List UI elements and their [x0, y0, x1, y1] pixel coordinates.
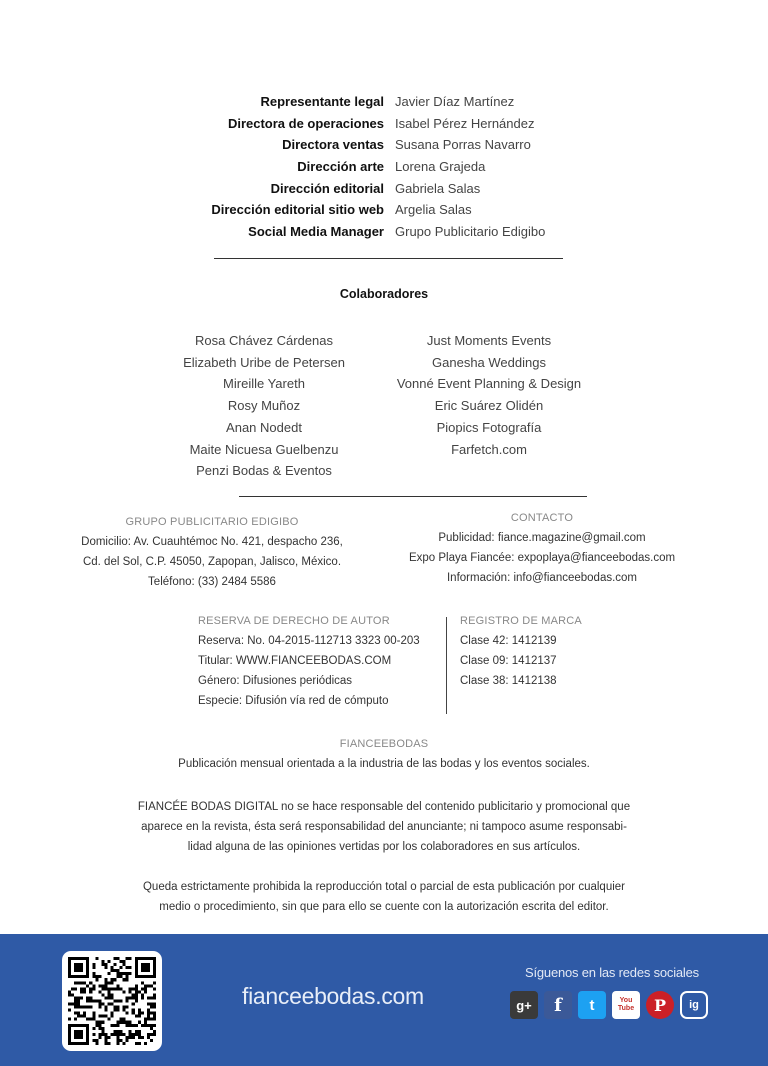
- colaborador-name: Maite Nicuesa Guelbenzu: [189, 441, 339, 457]
- staff-row: [0, 156, 768, 178]
- grupo-address-line-2: Cd. del Sol, C.P. 45050, Zapopan, Jalisco, México.: [82, 556, 342, 568]
- contacto-publicidad: Publicidad: fiance.magazine@gmail.com: [438, 532, 646, 544]
- website-link[interactable]: fianceebodas.com: [242, 983, 424, 1009]
- divider-middle: [239, 496, 587, 497]
- staff-role: Dirección arte: [297, 159, 384, 175]
- staff-row: [0, 221, 768, 243]
- staff-role: Directora ventas: [282, 137, 384, 153]
- staff-row: [0, 91, 768, 113]
- contacto-title: CONTACTO: [510, 512, 574, 524]
- prohibition-line-1: Queda estrictamente prohibida la reproducción total o parcial de esta publicación por cualquier: [142, 881, 625, 893]
- colaborador-name: Just Moments Events: [426, 333, 552, 348]
- contacto-informacion: Información: info@fianceebodas.com: [446, 572, 638, 584]
- fianceebodas-title: FIANCEEBODAS: [339, 738, 429, 750]
- facebook-icon[interactable]: f: [544, 991, 572, 1019]
- grupo-address-line-1: Domicilio: Av. Cuauhtémoc No. 421, despacho 236,: [81, 536, 343, 548]
- colaboradores-title: Colaboradores: [339, 287, 429, 301]
- qr-code[interactable]: [62, 951, 162, 1051]
- registro-clase-09: Clase 09: 1412137: [460, 655, 557, 667]
- prohibition-paragraph: [0, 877, 768, 917]
- instagram-icon[interactable]: ig: [680, 991, 708, 1019]
- colaboradores-left-column: [164, 330, 364, 482]
- colaborador-name: Mireille Yareth: [223, 376, 305, 392]
- colaborador-name: Anan Nodedt: [226, 419, 302, 435]
- staff-row: [0, 113, 768, 135]
- colaborador-name: Eric Suárez Olidén: [434, 398, 544, 414]
- reserva-block: [198, 611, 420, 711]
- grupo-phone: Teléfono: (33) 2484 5586: [148, 576, 276, 588]
- colaboradores-right-column: [379, 330, 599, 460]
- twitter-icon[interactable]: t: [578, 991, 606, 1019]
- staff-row: [0, 199, 768, 221]
- fianceebodas-description: Publicación mensual orientada a la industria de las bodas y los eventos sociales.: [178, 758, 590, 770]
- reserva-titular: Titular: WWW.FIANCEEBODAS.COM: [198, 655, 392, 667]
- google-plus-icon[interactable]: g+: [510, 991, 538, 1019]
- staff-role: Social Media Manager: [248, 224, 384, 240]
- colaborador-name: Rosy Muñoz: [227, 398, 301, 414]
- qr-code-icon: [68, 957, 156, 1045]
- staff-name: Gabriela Salas: [395, 180, 481, 196]
- colaborador-name: Piopics Fotografía: [436, 419, 542, 435]
- staff-name: Lorena Grajeda: [395, 159, 486, 175]
- prohibition-line-2: medio o procedimiento, sin que para ello se cuente con la autorización escrita del editor.: [159, 901, 609, 913]
- staff-name: Grupo Publicitario Edigibo: [395, 224, 546, 240]
- registro-block: [460, 611, 582, 691]
- contacto-expo-playa: Expo Playa Fiancée: expoplaya@fianceebodas.com: [408, 552, 676, 564]
- reserva-title: RESERVA DE DERECHO DE AUTOR: [198, 615, 390, 627]
- colaborador-name: Vonné Event Planning & Design: [396, 376, 582, 392]
- staff-role: Dirección editorial: [270, 180, 384, 196]
- staff-credits: [0, 91, 768, 243]
- follow-us-label: Síguenos en las redes sociales: [525, 965, 699, 980]
- pinterest-icon[interactable]: P: [646, 991, 674, 1019]
- registro-clase-42: Clase 42: 1412139: [460, 635, 557, 647]
- staff-role: Directora de operaciones: [227, 115, 384, 131]
- reserva-genero: Género: Difusiones periódicas: [198, 675, 353, 687]
- colaborador-name: Farfetch.com: [451, 441, 527, 457]
- disclaimer-line-3: lidad alguna de las opiniones vertidas por los colaboradores en sus artículos.: [187, 841, 581, 853]
- reserva-especie: Especie: Difusión vía red de cómputo: [198, 695, 389, 707]
- disclaimer-line-2: aparece en la revista, ésta será responsabilidad del anunciante; ni tampoco asume responsabi-: [141, 821, 627, 833]
- staff-role: Dirección editorial sitio web: [211, 202, 384, 218]
- registro-title: REGISTRO DE MARCA: [460, 615, 582, 627]
- reserva-registro-divider: [446, 617, 447, 714]
- staff-role: Representante legal: [260, 94, 384, 109]
- reserva-number: Reserva: No. 04-2015-112713 3323 00-203: [198, 635, 420, 647]
- registro-clase-38: Clase 38: 1412138: [460, 675, 557, 687]
- disclaimer-paragraph: [0, 797, 768, 857]
- staff-name: Isabel Pérez Hernández: [395, 115, 535, 131]
- staff-name: Susana Porras Navarro: [395, 137, 531, 153]
- fianceebodas-block: [0, 734, 768, 774]
- colaborador-name: Elizabeth Uribe de Petersen: [183, 354, 345, 370]
- staff-row: [0, 178, 768, 200]
- staff-name: Javier Díaz Martínez: [395, 94, 515, 109]
- contacto-block: [392, 508, 692, 588]
- grupo-block: [62, 512, 362, 592]
- colaborador-name: Penzi Bodas & Eventos: [196, 463, 332, 479]
- footer-bar: [0, 934, 768, 1066]
- disclaimer-line-1: FIANCÉE BODAS DIGITAL no se hace responsable del contenido publicitario y promocional que: [137, 801, 631, 813]
- colaborador-name: Rosa Chávez Cárdenas: [194, 333, 334, 348]
- staff-name: Argelia Salas: [395, 202, 472, 218]
- grupo-title: GRUPO PUBLICITARIO EDIGIBO: [125, 516, 299, 528]
- staff-row: [0, 134, 768, 156]
- divider-top: [214, 258, 563, 259]
- colaborador-name: Ganesha Weddings: [432, 354, 546, 370]
- youtube-icon[interactable]: You Tube: [612, 991, 640, 1019]
